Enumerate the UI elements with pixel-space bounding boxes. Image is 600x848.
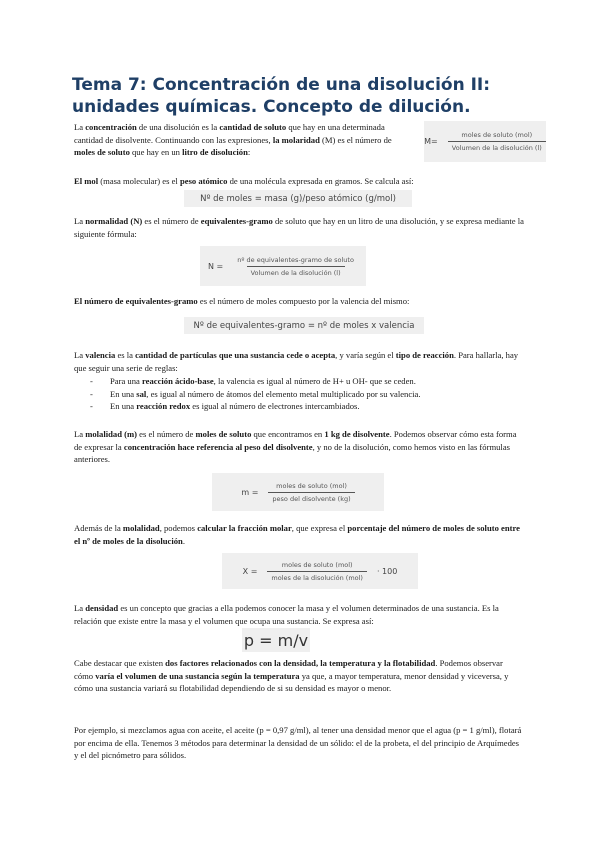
page-title: Tema 7: Concentración de una disolución II: unidades químicas. Concepto de dilución. [72, 75, 491, 117]
paragraph-concentracion: La concentración de una disolución es la cantidad de soluto que hay en una determinada cantidad de disolvente. Continuando con las expresiones, la molaridad (M) es el número de moles de soluto que hay en un litro de disolución: [74, 122, 392, 157]
paragraph-densidad: La densidad es un concepto que gracias a ella podemos conocer la masa y el volumen determinados de una sustancia. Es la relación que existe entre la masa y el volumen que ocupa una sustancia. Se expresa así: [74, 603, 499, 626]
formula-fraccion-molar: X = $\frac{\text{moles de soluto (mol)}}{\text{moles de la disolución (mol)}}$ · 100 [222, 553, 418, 589]
paragraph-fraccion-molar: Además de la molalidad, podemos calcular la fracción molar, que expresa el porcentaje del número de moles de soluto entre el nº de moles de la disolución. [74, 523, 520, 546]
paragraph-valencia: La valencia es la cantidad de partículas que una sustancia cede o acepta, y varía según el tipo de reacción. Para hallarla, hay que seguir una serie de reglas: [74, 350, 519, 373]
formula-molalidad: m = $\frac{\text{moles de soluto (mol)}}{\text{peso del disolvente (kg)}}$ [212, 473, 384, 511]
paragraph-molalidad: La molalidad (m) es el número de moles de soluto que encontramos en 1 kg de disolvente. Podemos observar cómo esta forma de expresar la concentración hace referencia al peso del disolvente, y no de la disolución, como hemos visto en las fórmulas anteriores. [74, 429, 517, 464]
formula-moles: Nº de moles = masa (g)/peso atómico (g/mol) [184, 190, 412, 207]
paragraph-equivalentes: El número de equivalentes-gramo es el número de moles compuesto por la valencia del mismo: [74, 296, 410, 306]
formula-normalidad: N = $\frac{\text{nº de equivalentes-gramo de soluto}}{\text{Volumen de la disolución (l)}}$ [200, 246, 366, 286]
paragraph-ejemplo: Por ejemplo, si mezclamos agua con aceite, el aceite (p = 0,97 g/ml), al tener una densidad menor que el agua (p = 1 g/ml), flotará por encima de ella. Tenemos 3 métodos para determinar la densidad de un sólido: el de la probeta, el del principio de Arquímedes y el del picnómetro para sólidos. [74, 725, 522, 760]
rules-list [90, 375, 530, 413]
list-item: - Para una reacción ácido-base, la valencia es igual al número de H+ u OH- que se ceden. [90, 376, 416, 386]
paragraph-mol: El mol (masa molecular) es el peso atómico de una molécula expresada en gramos. Se calcula así: [74, 176, 414, 186]
formula-equivalentes: Nº de equivalentes-gramo = nº de moles x valencia [184, 317, 424, 334]
paragraph-factores-densidad: Cabe destacar que existen dos factores relacionados con la densidad, la temperatura y la flotabilidad. Podemos observar cómo varía el volumen de una sustancia según la temperatura ya que, a mayor temperatura, menor densidad y viceversa, y cómo una sustancia variará su flotabilidad dependiendo de si su densidad es mayor o menor. [74, 658, 509, 693]
paragraph-normalidad: La normalidad (N) es el número de equivalentes-gramo de soluto que hay en un litro de una disolución, y se expresa mediante la siguiente fórmula: [74, 216, 524, 239]
formula-molaridad: M= $\frac{\text{moles de soluto (mol)}}{\text{Volumen de la disolución (l)}}$ [424, 121, 546, 162]
list-item: - En una sal, es igual al número de átomos del elemento metal multiplicado por su valencia. [90, 388, 421, 399]
list-item: - En una reacción redox es igual al número de electrones intercambiados. [90, 401, 360, 411]
formula-densidad: p = m/v [242, 628, 310, 652]
